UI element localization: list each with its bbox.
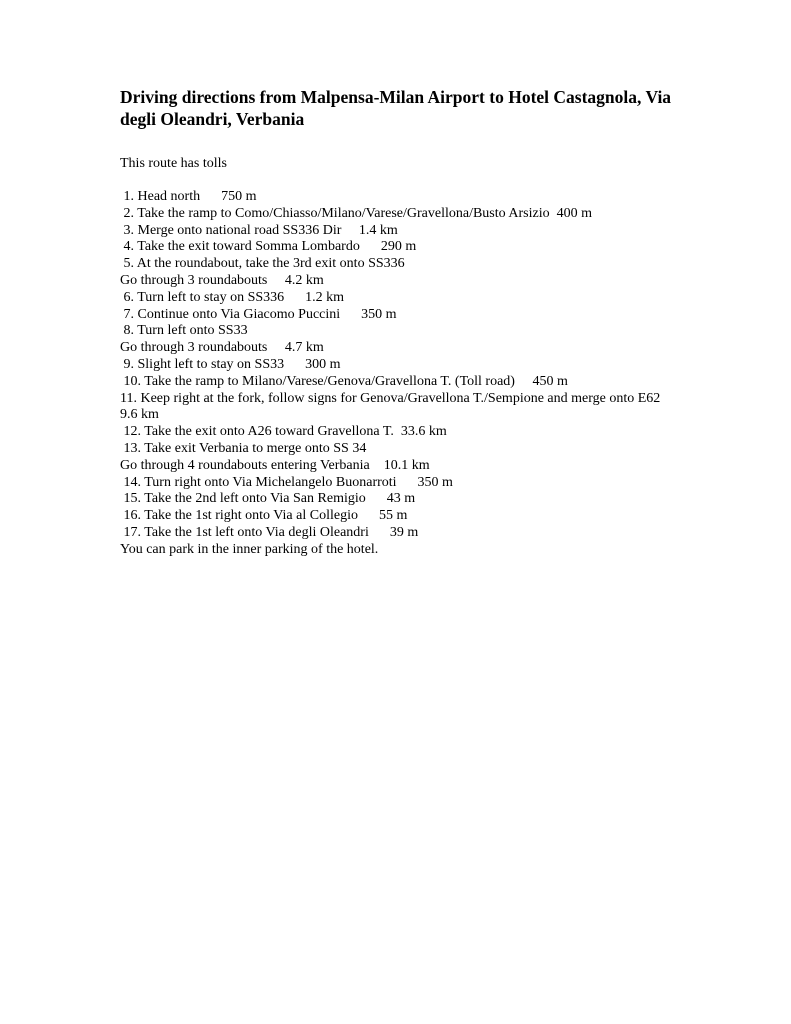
direction-line: 2. Take the ramp to Como/Chiasso/Milano/Varese/Gravellona/Busto Arsizio 400 m [120, 205, 592, 221]
direction-line: 6. Turn left to stay on SS336 1.2 km [120, 289, 345, 305]
direction-line: Go through 4 roundabouts entering Verbania 10.1 km [120, 457, 430, 473]
direction-line: 14. Turn right onto Via Michelangelo Buonarroti 350 m [120, 474, 453, 490]
direction-line: 16. Take the 1st right onto Via al Collegio 55 m [120, 508, 408, 524]
direction-line: 1. Head north 750 m [120, 189, 257, 204]
directions-list [120, 189, 680, 559]
direction-line: 5. At the roundabout, take the 3rd exit onto SS336 [120, 256, 405, 272]
direction-line: 11. Keep right at the fork, follow signs for Genova/Gravellona T./Sempione and merge onto E62 9.6 km [120, 390, 668, 423]
parking-note: You can park in the inner parking of the hotel. [120, 541, 379, 557]
direction-line: 7. Continue onto Via Giacomo Puccini 350 m [120, 306, 397, 322]
direction-line: 10. Take the ramp to Milano/Varese/Genova/Gravellona T. (Toll road) 450 m [120, 373, 568, 389]
direction-line: 15. Take the 2nd left onto Via San Remigio 43 m [120, 491, 416, 507]
direction-line: Go through 3 roundabouts 4.7 km [120, 340, 324, 356]
direction-line: 17. Take the 1st left onto Via degli Oleandri 39 m [120, 524, 419, 540]
document-page [120, 86, 680, 559]
direction-line: 12. Take the exit onto A26 toward Gravellona T. 33.6 km [120, 424, 447, 440]
direction-line: 13. Take exit Verbania to merge onto SS 34 [120, 440, 367, 456]
direction-line: Go through 3 roundabouts 4.2 km [120, 272, 324, 288]
direction-line: 9. Slight left to stay on SS33 300 m [120, 356, 341, 372]
direction-line: 3. Merge onto national road SS336 Dir 1.4 km [120, 222, 398, 238]
direction-line: 4. Take the exit toward Somma Lombardo 290 m [120, 239, 417, 255]
toll-note: This route has tolls [120, 156, 227, 171]
document-title: Driving directions from Malpensa-Milan Airport to Hotel Castagnola, Via degli Oleandri, Verbania [120, 87, 672, 129]
direction-line: 8. Turn left onto SS33 [120, 323, 248, 339]
